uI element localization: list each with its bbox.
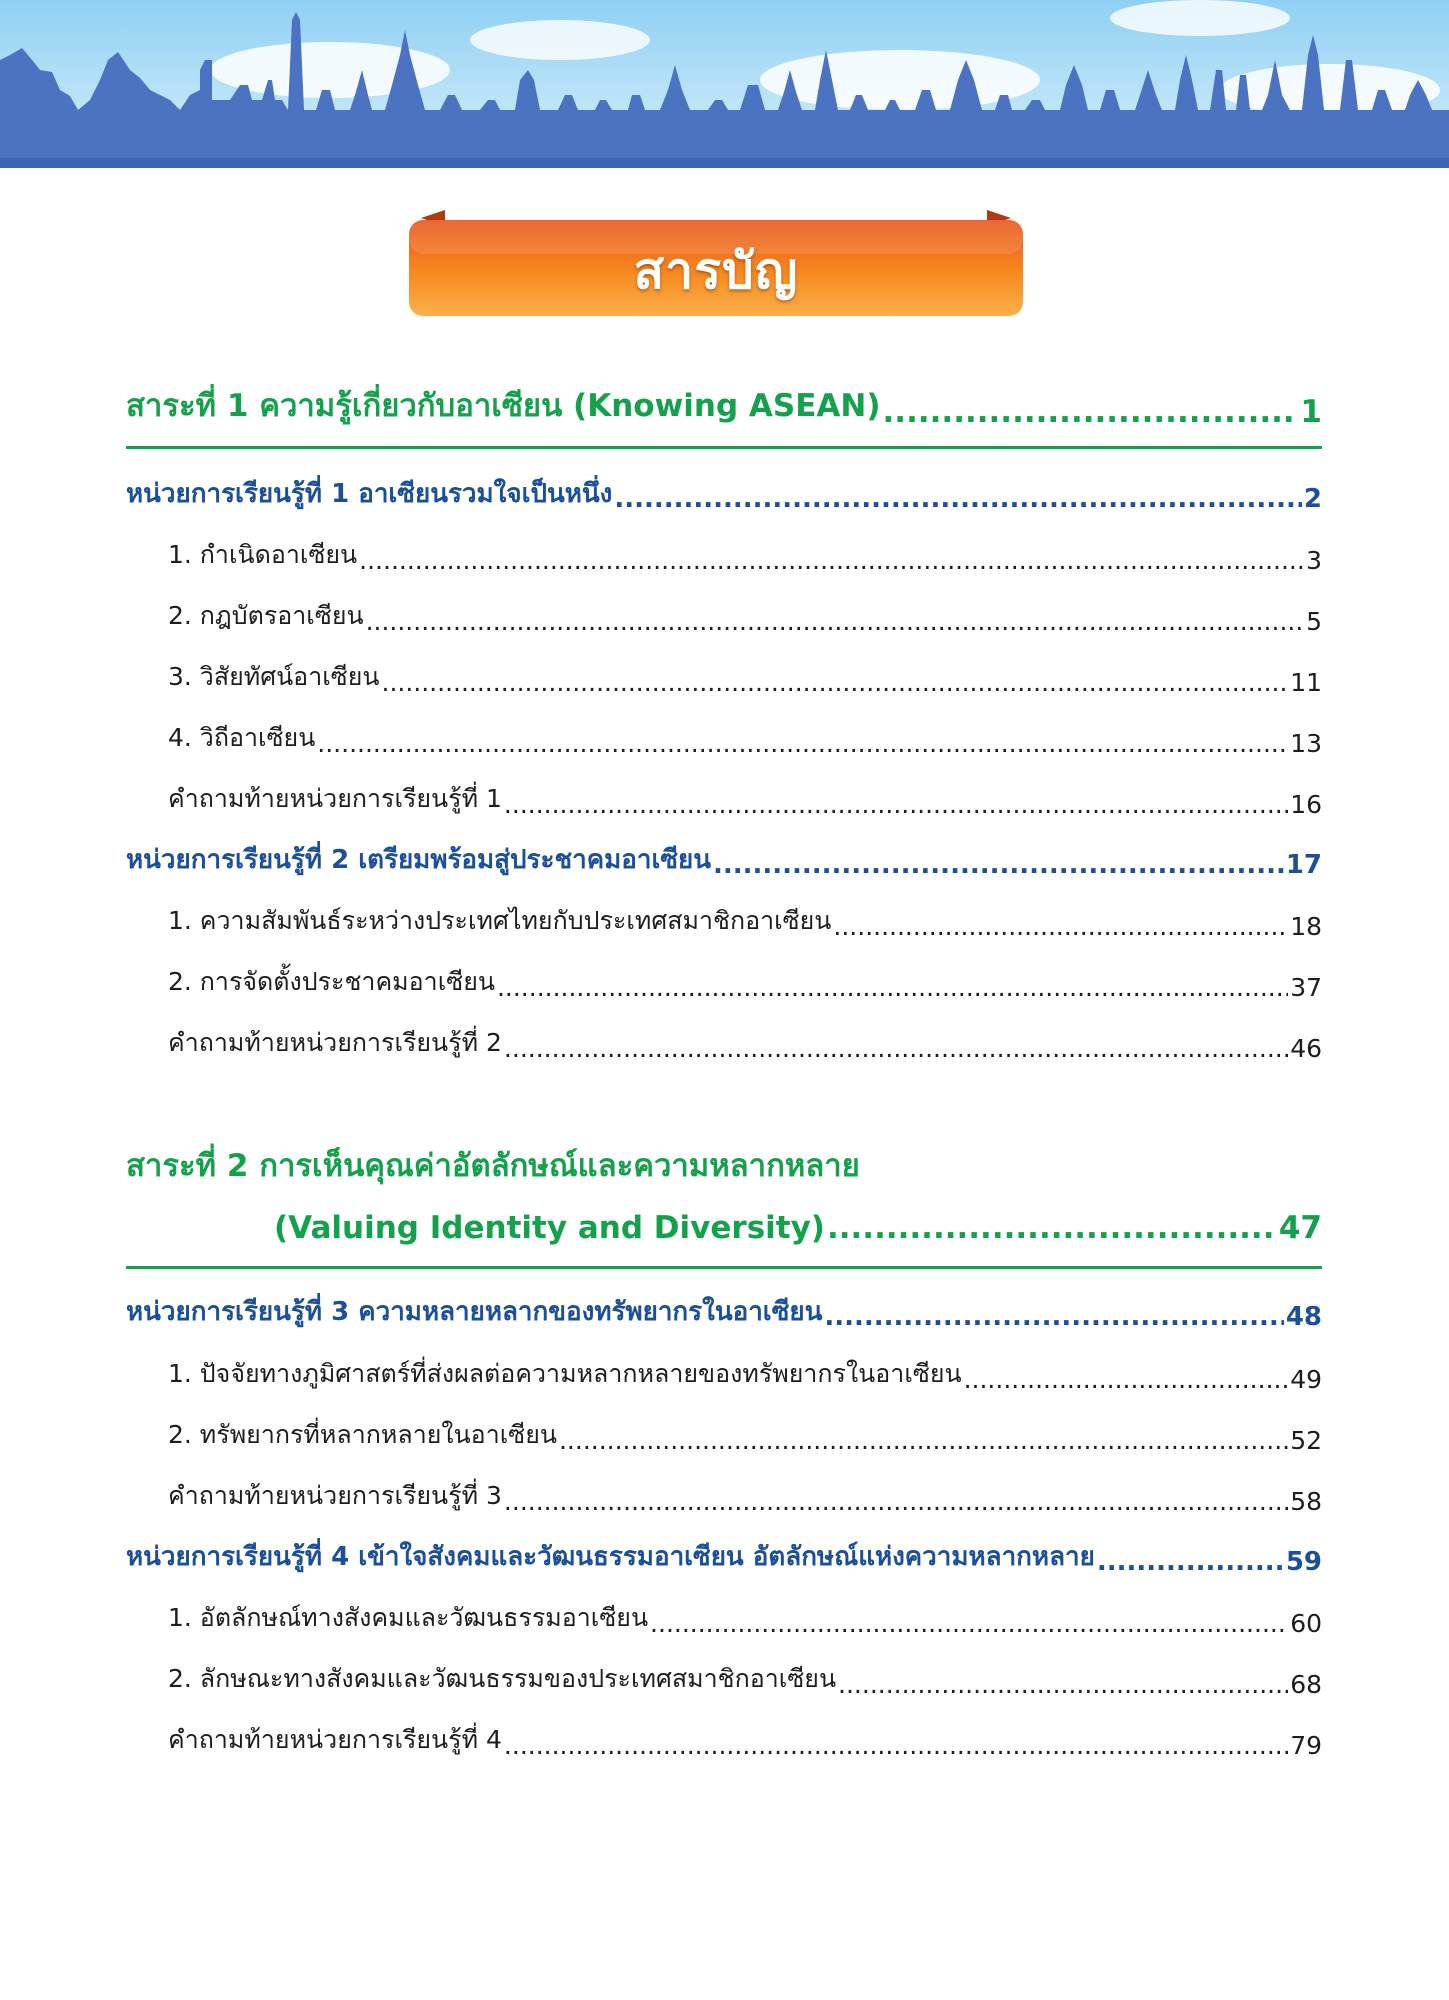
toc-unit-3[interactable] xyxy=(126,1292,1322,1332)
leader-dots xyxy=(833,912,1288,941)
toc-item-page: 37 xyxy=(1290,973,1322,1002)
toc-item-page: 79 xyxy=(1290,1731,1322,1760)
leader-dots xyxy=(504,1731,1288,1760)
toc-item[interactable] xyxy=(168,718,1322,758)
toc-item-label: 4. วิถีอาเซียน xyxy=(168,723,316,752)
toc-item[interactable] xyxy=(168,657,1322,697)
toc-item-label: 2. กฎบัตรอาเซียน xyxy=(168,601,364,630)
leader-dots xyxy=(1097,1547,1284,1577)
toc-item-page: 3 xyxy=(1306,546,1322,575)
leader-dots xyxy=(713,850,1284,880)
toc-unit-page: 48 xyxy=(1285,1302,1322,1332)
toc-item-page: 52 xyxy=(1290,1426,1322,1455)
toc-item-label: คำถามท้ายหน่วยการเรียนรู้ที่ 4 xyxy=(168,1725,502,1754)
toc-item-label: 2. ทรัพยากรที่หลากหลายในอาเซียน xyxy=(168,1420,557,1449)
toc-item-page: 13 xyxy=(1290,729,1322,758)
toc-item[interactable] xyxy=(168,901,1322,941)
leader-dots xyxy=(504,1487,1288,1516)
toc-item-label: 1. อัตลักษณ์ทางสังคมและวัฒนธรรมอาเซียน xyxy=(168,1603,649,1632)
toc-strand-2[interactable] xyxy=(274,1200,1322,1246)
toc-item-page: 5 xyxy=(1306,607,1322,636)
toc-item-label: 1. ความสัมพันธ์ระหว่างประเทศไทยกับประเทศสมาชิกอาเซียน xyxy=(168,906,832,935)
page-title: สารบัญ xyxy=(633,242,799,300)
toc-item-label: คำถามท้ายหน่วยการเรียนรู้ที่ 1 xyxy=(168,784,502,813)
strand-divider xyxy=(126,1266,1322,1269)
toc-item-label: คำถามท้ายหน่วยการเรียนรู้ที่ 2 xyxy=(168,1028,502,1057)
toc-strand-2-page: 47 xyxy=(1278,1210,1322,1246)
toc-item[interactable] xyxy=(168,1023,1322,1063)
toc-item-page: 11 xyxy=(1290,668,1322,697)
toc-item[interactable] xyxy=(168,1415,1322,1455)
toc-item[interactable] xyxy=(168,1354,1322,1394)
leader-dots xyxy=(614,484,1302,514)
toc-item[interactable] xyxy=(168,596,1322,636)
toc-item-label: 3. วิสัยทัศน์อาเซียน xyxy=(168,662,380,691)
toc-unit-4[interactable] xyxy=(126,1537,1322,1577)
toc-item-page: 49 xyxy=(1290,1365,1322,1394)
toc-item-page: 16 xyxy=(1290,790,1322,819)
toc-unit-label: หน่วยการเรียนรู้ที่ 4 เข้าใจสังคมและวัฒนธรรมอาเซียน อัตลักษณ์แห่งความหลากหลาย xyxy=(126,1542,1095,1572)
leader-dots xyxy=(359,546,1304,575)
strand-divider xyxy=(126,446,1322,449)
toc-item[interactable] xyxy=(168,1598,1322,1638)
toc-unit-page: 59 xyxy=(1285,1547,1322,1577)
leader-dots xyxy=(824,1302,1283,1332)
toc-strand-1-label: สาระที่ 1 ความรู้เกี่ยวกับอาเซียน (Knowing ASEAN) xyxy=(126,388,881,424)
toc-item[interactable] xyxy=(168,1476,1322,1516)
toc-item[interactable] xyxy=(168,535,1322,575)
leader-dots xyxy=(650,1609,1288,1638)
leader-dots xyxy=(366,607,1305,636)
toc-item-page: 68 xyxy=(1290,1670,1322,1699)
toc-unit-2[interactable] xyxy=(126,840,1322,880)
leader-dots xyxy=(559,1426,1288,1455)
toc-item-label: 2. ลักษณะทางสังคมและวัฒนธรรมของประเทศสมาชิกอาเซียน xyxy=(168,1664,837,1693)
leader-dots xyxy=(504,790,1288,819)
toc-unit-label: หน่วยการเรียนรู้ที่ 2 เตรียมพร้อมสู่ประชาคมอาเซียน xyxy=(126,845,712,875)
toc-item[interactable] xyxy=(168,779,1322,819)
title-ribbon xyxy=(405,210,1027,322)
toc-unit-page: 17 xyxy=(1285,850,1322,880)
toc-strand-2-line1[interactable]: สาระที่ 2 การเห็นคุณค่าอัตลักษณ์และความหลากหลาย xyxy=(126,1148,860,1184)
toc-unit-label: หน่วยการเรียนรู้ที่ 1 อาเซียนรวมใจเป็นหนึ่ง xyxy=(126,479,613,509)
toc-item[interactable] xyxy=(168,1659,1322,1699)
leader-dots xyxy=(827,1210,1277,1246)
leader-dots xyxy=(964,1365,1289,1394)
toc-strand-2-label: (Valuing Identity and Diversity) xyxy=(274,1210,825,1246)
toc-unit-label: หน่วยการเรียนรู้ที่ 3 ความหลายหลากของทรัพยากรในอาเซียน xyxy=(126,1297,823,1327)
asean-skyline-icon xyxy=(0,0,1449,168)
leader-dots xyxy=(883,394,1299,430)
toc-unit-page: 2 xyxy=(1303,484,1322,514)
leader-dots xyxy=(317,729,1288,758)
toc-item-page: 18 xyxy=(1290,912,1322,941)
toc-item-label: 2. การจัดตั้งประชาคมอาเซียน xyxy=(168,967,495,996)
leader-dots xyxy=(504,1034,1288,1063)
toc-item-page: 58 xyxy=(1290,1487,1322,1516)
leader-dots xyxy=(838,1670,1288,1699)
toc-item-label: 1. ปัจจัยทางภูมิศาสตร์ที่ส่งผลต่อความหลากหลายของทรัพยากรในอาเซียน xyxy=(168,1359,962,1388)
toc-unit-1[interactable] xyxy=(126,474,1322,514)
toc-item-page: 46 xyxy=(1290,1034,1322,1063)
leader-dots xyxy=(497,973,1288,1002)
toc-item-label: 1. กำเนิดอาเซียน xyxy=(168,540,358,569)
toc-item[interactable] xyxy=(168,962,1322,1002)
leader-dots xyxy=(382,668,1289,697)
toc-strand-1-page: 1 xyxy=(1300,394,1322,430)
toc-strand-1[interactable] xyxy=(126,384,1322,430)
toc-item-label: คำถามท้ายหน่วยการเรียนรู้ที่ 3 xyxy=(168,1481,502,1510)
toc-item[interactable] xyxy=(168,1720,1322,1760)
toc-item-page: 60 xyxy=(1290,1609,1322,1638)
